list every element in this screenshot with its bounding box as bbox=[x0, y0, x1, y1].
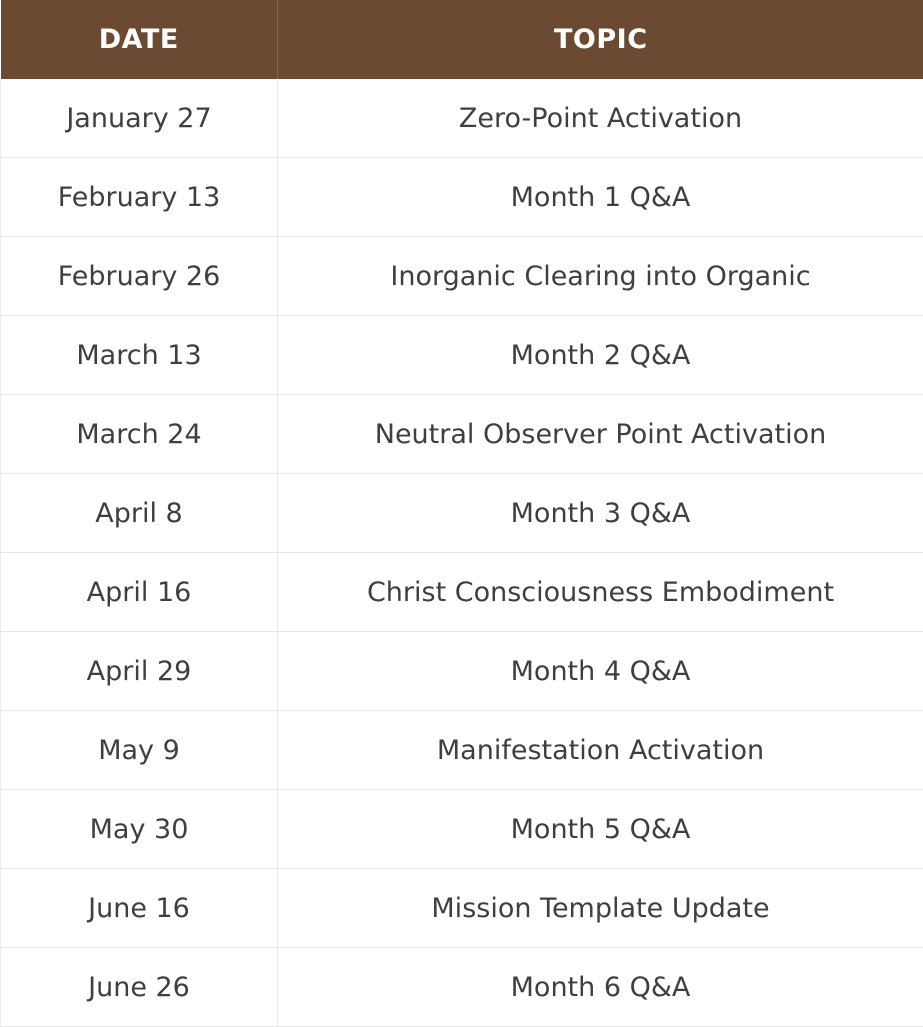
table-row bbox=[1, 553, 923, 632]
date-cell: May 9 bbox=[1, 711, 278, 790]
topic-cell: Neutral Observer Point Activation bbox=[278, 395, 923, 474]
topic-cell: Mission Template Update bbox=[278, 869, 923, 948]
date-cell: January 27 bbox=[1, 79, 278, 158]
date-cell: June 16 bbox=[1, 869, 278, 948]
date-column-header: DATE bbox=[1, 0, 278, 79]
topic-cell: Month 4 Q&A bbox=[278, 632, 923, 711]
date-cell: February 13 bbox=[1, 158, 278, 237]
date-cell: April 8 bbox=[1, 474, 278, 553]
table-row bbox=[1, 237, 923, 316]
topic-column-header: TOPIC bbox=[278, 0, 923, 79]
table-row bbox=[1, 948, 923, 1027]
header-row bbox=[1, 0, 923, 79]
topic-cell: Month 2 Q&A bbox=[278, 316, 923, 395]
table-row bbox=[1, 790, 923, 869]
date-cell: April 16 bbox=[1, 553, 278, 632]
topic-cell: Month 5 Q&A bbox=[278, 790, 923, 869]
table-row bbox=[1, 711, 923, 790]
topic-cell: Christ Consciousness Embodiment bbox=[278, 553, 923, 632]
date-cell: February 26 bbox=[1, 237, 278, 316]
table-row bbox=[1, 632, 923, 711]
topic-cell: Month 3 Q&A bbox=[278, 474, 923, 553]
topic-cell: Month 1 Q&A bbox=[278, 158, 923, 237]
table-row bbox=[1, 158, 923, 237]
date-cell: March 13 bbox=[1, 316, 278, 395]
date-cell: March 24 bbox=[1, 395, 278, 474]
table-row bbox=[1, 316, 923, 395]
topic-cell: Month 6 Q&A bbox=[278, 948, 923, 1027]
table-body bbox=[1, 79, 923, 1027]
table-row bbox=[1, 79, 923, 158]
date-cell: May 30 bbox=[1, 790, 278, 869]
table-row bbox=[1, 395, 923, 474]
table-row bbox=[1, 869, 923, 948]
table-row bbox=[1, 474, 923, 553]
date-cell: April 29 bbox=[1, 632, 278, 711]
date-cell: June 26 bbox=[1, 948, 278, 1027]
topic-cell: Manifestation Activation bbox=[278, 711, 923, 790]
topic-cell: Inorganic Clearing into Organic bbox=[278, 237, 923, 316]
table-header bbox=[1, 0, 923, 79]
topic-cell: Zero-Point Activation bbox=[278, 79, 923, 158]
